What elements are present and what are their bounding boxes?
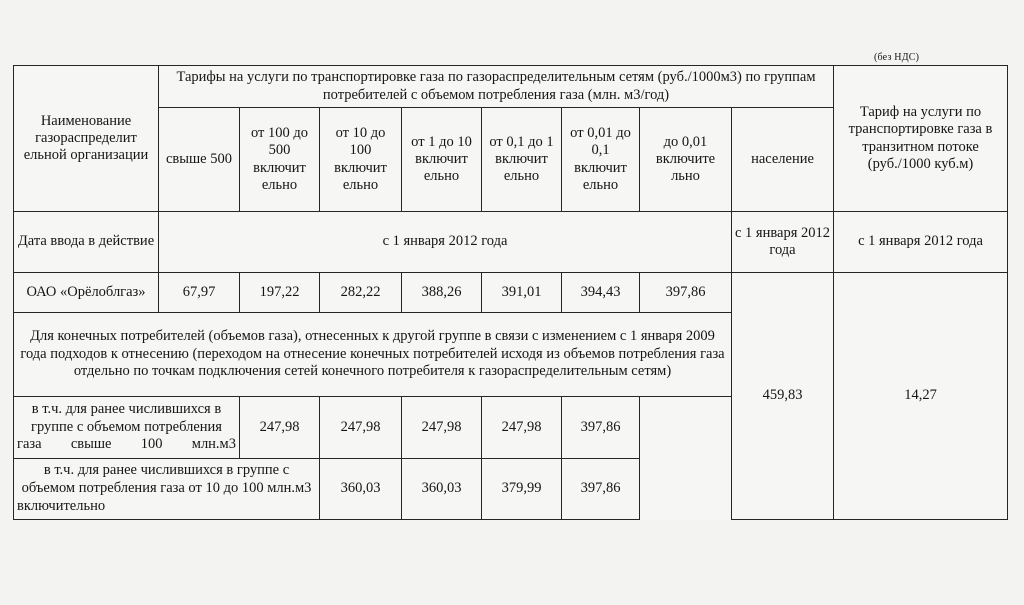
sub-row-value: 247,98 xyxy=(240,397,320,459)
tariff-groups-header: Тарифы на услуги по транспортировке газа по газораспределительным сетям (руб./1000м3) по группам потребителей с объемом потребления газа (млн. м3/год) xyxy=(159,66,834,108)
vat-note: (без НДС) xyxy=(874,52,920,63)
effective-date-label: Дата ввода в действие xyxy=(14,212,159,273)
effective-date-population: с 1 января 2012 года xyxy=(732,212,834,273)
tariff-value: 394,43 xyxy=(562,273,640,313)
transit-tariff-value: 14,27 xyxy=(834,273,1008,520)
reclassification-note: Для конечных потребителей (объемов газа), отнесенных к другой группе в связи с изменением с 1 января 2009 года подходов к отнесению (переходом на отнесение конечных потребителей исходя из объемов потребления газа отдельно по точкам подключения сетей конечного потребителя к газораспределительным сетям) xyxy=(14,313,732,397)
group-header-0-1-1: от 0,1 до 1 включит ельно xyxy=(482,108,562,212)
tariff-value: 197,22 xyxy=(240,273,320,313)
group-header-100-500: от 100 до 500 включит ельно xyxy=(240,108,320,212)
transit-tariff-header: Тариф на услуги по транспортировке газа в транзитном потоке (руб./1000 куб.м) xyxy=(834,66,1008,212)
tariff-value: 67,97 xyxy=(159,273,240,313)
sub-row-value: 397,86 xyxy=(562,459,640,520)
sub-row-value: 360,03 xyxy=(402,459,482,520)
sub-row-value: 379,99 xyxy=(482,459,562,520)
tariff-value: 391,01 xyxy=(482,273,562,313)
sub-row-value: 360,03 xyxy=(320,459,402,520)
tariff-value: 388,26 xyxy=(402,273,482,313)
sub-row-value: 397,86 xyxy=(562,397,640,459)
tariff-value: 397,86 xyxy=(640,273,732,313)
group-header-10-100: от 10 до 100 включит ельно xyxy=(320,108,402,212)
tariff-value: 282,22 xyxy=(320,273,402,313)
effective-date-groups: с 1 января 2012 года xyxy=(159,212,732,273)
sub-row-label-over-100: в т.ч. для ранее числившихся в группе с объемом потребления газа свыше 100 млн.м3 xyxy=(14,397,240,459)
group-header-over-500: свыше 500 xyxy=(159,108,240,212)
org-name: ОАО «Орёлоблгаз» xyxy=(14,273,159,313)
group-header-under-0-01: до 0,01 включите льно xyxy=(640,108,732,212)
sub-row-label-10-100: в т.ч. для ранее числившихся в группе с объемом потребления газа от 10 до 100 млн.м3 включительно xyxy=(14,459,320,520)
sub-row-value: 247,98 xyxy=(402,397,482,459)
population-tariff-value: 459,83 xyxy=(732,273,834,520)
group-header-0-01-0-1: от 0,01 до 0,1 включит ельно xyxy=(562,108,640,212)
effective-date-transit: с 1 января 2012 года xyxy=(834,212,1008,273)
tariff-table xyxy=(13,65,1008,520)
sub-row-value: 247,98 xyxy=(320,397,402,459)
sub-row-value: 247,98 xyxy=(482,397,562,459)
group-header-1-10: от 1 до 10 включит ельно xyxy=(402,108,482,212)
group-header-population: население xyxy=(732,108,834,212)
org-name-header: Наименование газораспределит ельной организации xyxy=(14,66,159,212)
